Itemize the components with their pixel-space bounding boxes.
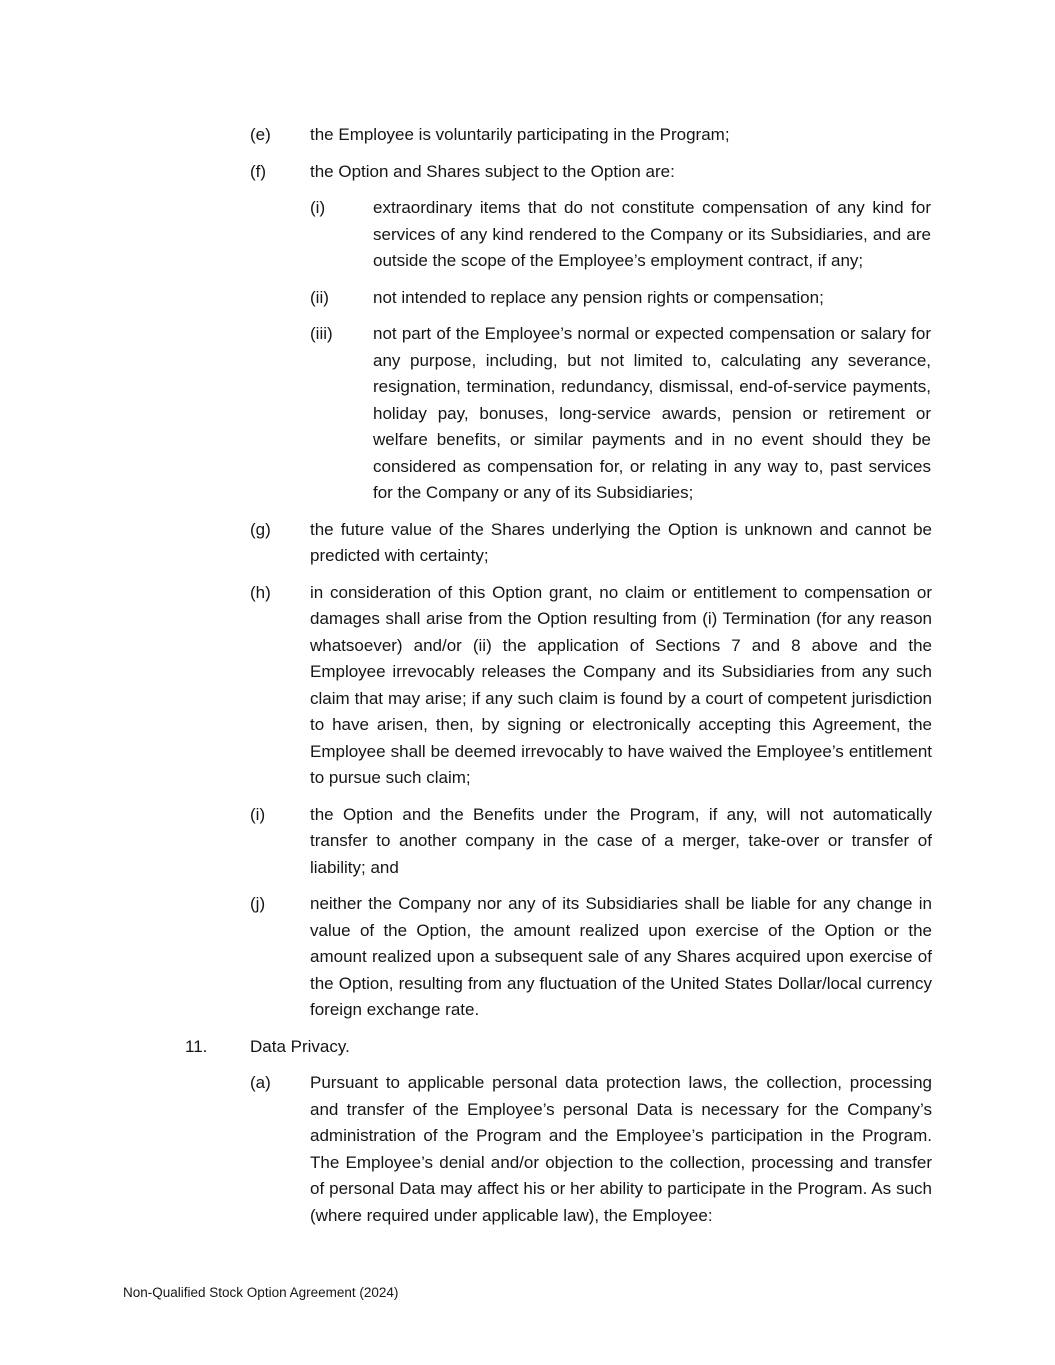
list-item-f-i (0, 195, 1055, 275)
list-marker: (ii) (310, 287, 329, 307)
list-item-j (0, 891, 1055, 1024)
list-item-f (0, 159, 1055, 186)
list-marker: (i) (250, 804, 266, 824)
list-marker: (j) (250, 894, 266, 913)
list-item-h (0, 580, 1055, 792)
list-text: neither the Company nor any of its Subsidiaries shall be liable for any change in value of the Option, the amount realized upon exercise of the Option or the amount realized upon a subsequent sale of any Shares acquired upon exercise of the Option, resulting from any fluctuation of the United States Dollar/local currency foreign exchange rate. (310, 894, 932, 1019)
list-item-f-iii (0, 321, 1055, 507)
list-marker: (a) (250, 1073, 271, 1092)
list-text: not intended to replace any pension rights or compensation; (373, 287, 824, 307)
list-marker: (h) (250, 582, 271, 602)
list-text: extraordinary items that do not constitute compensation of any kind for services of any kind rendered to the Company or its Subsidiaries, and are outside the scope of the Employee’s employment contract, if any; (373, 198, 931, 270)
list-text: not part of the Employee’s normal or expected compensation or salary for any purpose, including, but not limited to, calculating any severance, resignation, termination, redundancy, dismissal, end-of-service payments, holiday pay, bonuses, long-service awards, pension or retirement or welfare benefits, or similar payments and in no event should they be considered as compensation for, or relating in any way to, past services for the Company or any of its Subsidiaries; (373, 324, 931, 502)
list-marker: (f) (250, 161, 267, 181)
page-footer (123, 1284, 398, 1302)
list-item-g (0, 517, 1055, 570)
list-item-e (0, 122, 1055, 149)
section-title: Data Privacy. (250, 1036, 350, 1056)
list-text: in consideration of this Option grant, no claim or entitlement to compensation or damages shall arise from the Option resulting from (i) Termination (for any reason whatsoever) and/or (ii) the application of Sections 7 and 8 above and the Employee irrevocably releases the Company and its Subsidiaries from any such claim that may arise; if any such claim is found by a court of competent jurisdiction to have arisen, then, by signing or electronically accepting this Agreement, the Employee shall be deemed irrevocably to have waived the Employee’s entitlement to pursue such claim; (310, 582, 932, 787)
list-text: the Option and the Benefits under the Program, if any, will not automatically transfer to another company in the case of a merger, take-over or transfer of liability; and (310, 804, 932, 877)
footer-text: Non-Qualified Stock Option Agreement (2024) (123, 1285, 399, 1300)
list-marker: (e) (250, 125, 271, 144)
list-marker: (i) (310, 198, 326, 217)
list-text: the future value of the Shares underlying the Option is unknown and cannot be predicted with certainty; (310, 519, 932, 565)
list-text: the Employee is voluntarily participating in the Program; (310, 125, 730, 144)
list-marker: (iii) (310, 324, 333, 343)
list-text: Pursuant to applicable personal data protection laws, the collection, processing and transfer of the Employee’s personal Data is necessary for the Company’s administration of the Program and the Employee’s participation in the Program. The Employee’s denial and/or objection to the collection, processing and transfer of personal Data may affect his or her ability to participate in the Program. As such (where required under applicable law), the Employee: (310, 1073, 932, 1225)
section-11-heading (0, 1034, 1055, 1061)
list-item-11a (0, 1070, 1055, 1229)
section-number: 11. (185, 1036, 208, 1056)
list-item-f-ii (0, 285, 1055, 312)
list-text: the Option and Shares subject to the Option are: (310, 161, 675, 181)
list-item-i (0, 802, 1055, 882)
list-marker: (g) (250, 519, 271, 539)
